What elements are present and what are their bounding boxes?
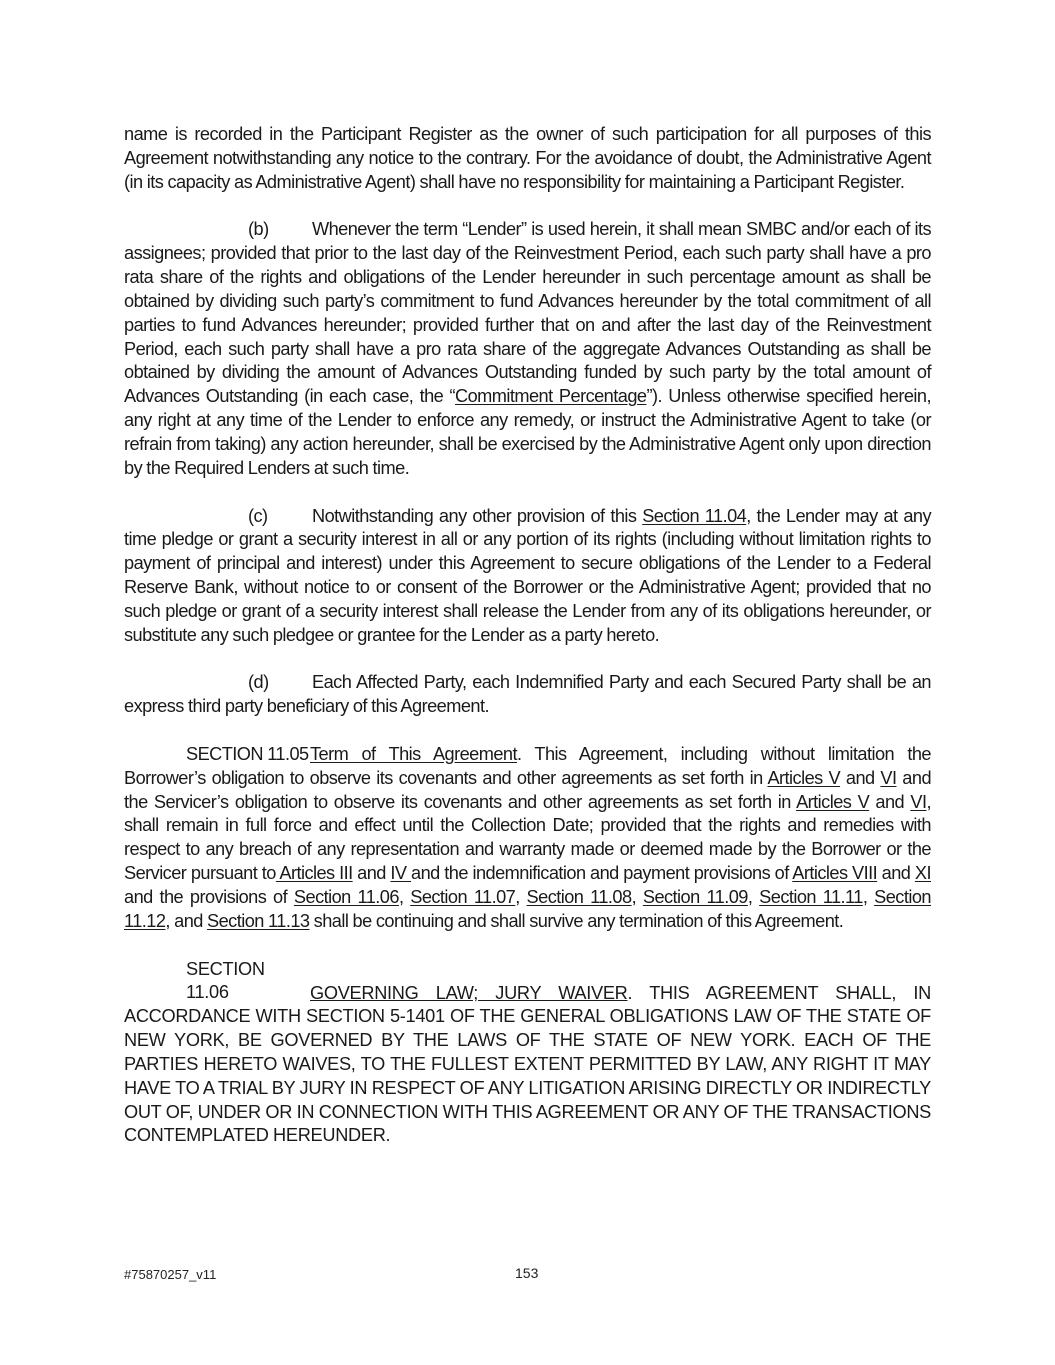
paragraph-text: Whenever the term “Lender” is used herein, it shall mean SMBC and/or each of its assignees; provided that prior to the last day of the Reinvestment Period, each such party shall have a pro rata share of the rights and obligations of the Lender hereunder in such percentage amount as shall be obtained by dividing such party’s commitment to fund Advances hereunder by the total commitment of all parties to fund Advances hereunder; provided further that on and after the last day of the Reinvestment Period, each such party shall have a pro rata share of the aggregate Advances Outstanding as shall be obtained by dividing the amount of Advances Outstanding funded by such party by the total amount of Advances Outstanding (in each case, the “ [124, 219, 931, 407]
section-reference-link[interactable]: Section 11.07 [410, 887, 516, 907]
section-reference-link[interactable]: Section 11.11 [759, 887, 863, 907]
section-11-05-term [124, 743, 931, 934]
article-reference-link[interactable]: Articles III [275, 863, 353, 884]
separator: , [398, 887, 411, 907]
paragraph-text: shall be continuing and shall survive any termination of this Agreement. [309, 910, 844, 931]
article-reference-link[interactable]: IV [390, 863, 412, 884]
section-number: SECTION 11.05 [186, 743, 309, 764]
paragraph-text: and [352, 863, 391, 884]
section-reference-link[interactable]: Section 11.06 [293, 887, 399, 907]
paragraph-text: . THIS AGREEMENT SHALL, IN ACCORDANCE WITH SECTION 5-1401 OF THE GENERAL OBLIGATIONS LAW OF THE STATE OF NEW YORK, BE GOVERNED BY THE LAWS OF THE STATE OF NEW YORK. EACH OF THE PARTIES HERETO WAIVES, TO THE FULLEST EXTENT PERMITTED BY LAW, ANY RIGHT IT MAY HAVE TO A TRIAL BY JURY IN RESPECT OF ANY LITIGATION ARISING DIRECTLY OR INDIRECTLY OUT OF, UNDER OR IN CONNECTION WITH THIS AGREEMENT OR ANY OF THE TRANSACTIONS CONTEMPLATED HEREUNDER. [124, 982, 931, 1146]
article-reference-link[interactable]: VI [880, 767, 897, 788]
article-reference-link[interactable]: VI [910, 791, 927, 812]
section-reference-link[interactable]: Section 11.08 [526, 887, 632, 907]
paragraph-text: and the Servicer’s obligation to observe its covenants and other agreements as set forth in [124, 767, 932, 812]
paragraph-text: ”). Unless otherwise specified herein, any right at any time of the Lender to enforce any remedy, or instruct the Administrative Agent to take (or refrain from taking) any action hereunder, shall be exercised by the Administrative Agent only upon direction by the Required Lenders at such time. [124, 386, 931, 478]
section-reference-link[interactable]: Section 11.13 [207, 910, 310, 931]
paragraph-label-d: (d) [248, 672, 269, 693]
separator: , [631, 887, 643, 907]
separator: , [515, 887, 527, 907]
article-reference-link[interactable]: XI [914, 863, 931, 884]
section-11-06-governing-law [124, 958, 931, 1149]
separator: , [862, 887, 875, 907]
paragraph-text: , the Lender may at any time pledge or grant a security interest in all or any portion of its rights (including without limitation rights to payment of principal and interest) under this Agreement to secure obligations of the Lender to a Federal Reserve Bank, without notice to or consent of the Borrower or the Administrative Agent; provided that no such pledge or grant of a security interest shall release the Lender from any of its obligations hereunder, or substitute any such pledgee or grantee for the Lender as a party hereto. [124, 505, 932, 645]
paragraph-text: and [877, 863, 915, 884]
paragraph-text: Each Affected Party, each Indemnified Party and each Secured Party shall be an express third party beneficiary of this Agreement. [124, 672, 931, 717]
paragraph-text: . This Agreement, including without limitation the Borrower’s obligation to observe its covenants and other agreements as set forth in [124, 743, 931, 788]
section-number: SECTION 11.06 [186, 958, 265, 1003]
paragraph-text: name is recorded in the Participant Register as the owner of such participation for all purposes of this Agreement notwithstanding any notice to the contrary. For the avoidance of doubt, the Administrative Agent (in its capacity as Administrative Agent) shall have no responsibility for maintaining a Participant Register. [124, 124, 931, 192]
document-page [124, 123, 931, 1148]
separator: , and [165, 910, 208, 931]
defined-term-commitment-percentage: Commitment Percentage [455, 386, 647, 407]
section-reference-link[interactable]: Section 11.12 [124, 887, 931, 931]
separator: , [747, 887, 760, 907]
paragraph-text: and the indemnification and payment provisions of [411, 863, 793, 884]
paragraph-b-lender-definition [124, 218, 931, 480]
section-heading: GOVERNING LAW; JURY WAIVER [310, 982, 628, 1003]
paragraph-d-third-party-beneficiary [124, 671, 931, 719]
section-reference-link[interactable]: Section 11.09 [642, 887, 748, 907]
paragraph-label-c: (c) [248, 505, 268, 526]
article-reference-link[interactable]: Articles VIII [792, 863, 878, 884]
paragraph-c-pledge [124, 505, 931, 648]
article-reference-link[interactable]: Articles V [767, 767, 841, 788]
article-reference-link[interactable]: Articles V [796, 791, 870, 812]
paragraph-text: and [840, 767, 881, 788]
footer-document-id: #75870257_v11 [124, 1267, 217, 1282]
paragraph-text: Notwithstanding any other provision of this [312, 505, 643, 526]
paragraph-participant-register [124, 123, 931, 195]
section-reference-link[interactable]: Section 11.04 [642, 505, 747, 526]
footer-page-number: 153 [515, 1265, 539, 1281]
paragraph-label-b: (b) [248, 219, 269, 240]
paragraph-text: and the provisions of [124, 887, 294, 907]
section-heading: Term of This Agreement [310, 743, 517, 764]
paragraph-text: and [869, 791, 911, 812]
paragraph-text: , shall remain in full force and effect until the Collection Date; provided that the rights and remedies with respect to any breach of any representation and warranty made or deemed made by the Borrower or the Servicer pursuant to [124, 791, 931, 884]
